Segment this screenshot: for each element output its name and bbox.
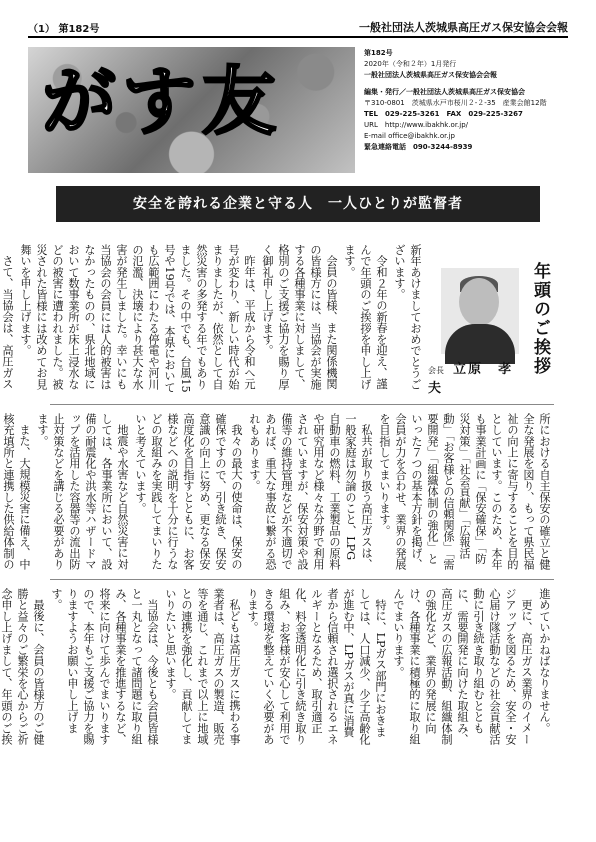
paragraph: 地震や水害など自然災害に対しては、各事業所において、設備の耐震化や洪水等ハザードマップを活用した容器等の流出防止対策などを講じる必要があります。 <box>36 413 129 570</box>
info-editor: 編集・発行／一般社団法人茨城県高圧ガス保安協会 <box>364 88 525 96</box>
info-emergency: 緊急連絡電話 090-3244-8939 <box>364 143 473 151</box>
column-divider <box>50 404 554 405</box>
paragraph: 特に、LPガス部門におきましては、人口減少、少子高齢化が進む中、LPガスが真に消費者から信頼され選択されるエネルギーとなるため、取引適正化、料金透明化に引き続き取り組み、お客様が安心して利用できる環境を整えていく必要があります。 <box>246 588 387 745</box>
paragraph: 令和２年の新春を迎え、謹んで年頭のご挨拶を申し上げます。 <box>343 244 388 390</box>
publication-info <box>364 48 569 153</box>
masthead-photo <box>28 47 355 173</box>
organization-title: 一般社団法人茨城県高圧ガス保安協会会報 <box>359 21 568 34</box>
masthead-logo: がす友 <box>42 59 282 145</box>
paragraph: 更に、高圧ガス業界のイメージアップを図るため、安全・安心届け隊活動などの社会貢献活動に引き続き取り組むとともに、需要開発に向けた取組み、高圧ガスの広報活動、組織体制の強化など、業界の発展に向け、各種事業に積極的に取り組んでまいります。 <box>392 588 533 745</box>
paragraph: 私どもは高圧ガスに携わる事業者は、高圧ガスの製造、販売等を通じ、これまで以上に地域との連携を強化し、貢献してまいりたいと思います。 <box>164 588 241 745</box>
paragraph: また、大規模災害に備え、中核充填所と連携した供給体制の <box>2 413 31 570</box>
paragraph: さて、当協会は、高圧ガス <box>1 255 14 390</box>
chairman-photo <box>441 268 519 354</box>
paragraph: 私共が取り扱う高圧ガスは、一般家庭は勿論のこと、LPG自動車の燃料、工業製品の原料や研究用など様々な分野で利用されていますが、保安対策や設備等の維持管理などが不適切であれば、重大な事故に繋がる恐れもあります。 <box>248 413 373 570</box>
paragraph: 最後に、会員の皆様方のご健勝と益々のご繁栄を心からご祈念申し上げまして、年頭のご挨 <box>0 588 45 745</box>
info-publisher: 一般社団法人茨城県高圧ガス保安協会会報 <box>364 71 497 79</box>
article-column-2 <box>2 413 552 571</box>
page-header <box>28 20 568 38</box>
article-column-3 <box>0 588 552 746</box>
author-role: 会長 <box>428 366 444 375</box>
info-address: 〒310-0801 茨城県水戸市桜川２-２-35 産業会館12階 <box>364 99 547 107</box>
info-email[interactable]: E-mail office@ibakhk.or.jp <box>364 132 455 140</box>
paragraph: 進めていかねばなりません。 <box>538 588 551 734</box>
article-column-1 <box>1 244 423 396</box>
paragraph: 新年あけましておめでとうございます。 <box>393 244 422 390</box>
paragraph: 我々の最大の使命は、保安の確保ですので、引き続き、保安意識の向上に努め、更なる保安高度化を目指すとともに、お客様などへの説明を十分に行うなどの取組みを実践してまいりたいと考えています。 <box>134 413 243 570</box>
info-tel-fax: TEL 029-225-3261 FAX 029-225-3267 <box>364 110 523 118</box>
slogan-banner: 安全を誇れる企業と守る人 一人ひとりが監督者 <box>56 186 540 222</box>
paragraph: 昨年は、平成から令和へ元号が変わり、新しい時代が始まりましたが、依然として自然災害の多発する年でもありました。その中でも、台風15号や19号では、本県においても広範囲にわたる停電や河川の氾濫、決壊により甚大な水害が発生しました。幸いにも当協会の会員には人的被害はなかったものの、県北地域において数事業所が床上浸水などの被害に遭われました。被災された皆様には改めてお見舞いを申し上げます。 <box>19 244 256 393</box>
issue-number: （1） 第182号 <box>28 24 100 35</box>
info-date: 2020年（令和２年）1月発行 <box>364 60 457 68</box>
photo-caption <box>428 358 528 396</box>
info-url[interactable]: URL http://www.ibakhk.or.jp/ <box>364 121 469 129</box>
article-heading: 年頭のご挨拶 <box>530 262 550 376</box>
info-issue: 第182号 <box>364 49 393 57</box>
author-name: 立原 孝夫 <box>428 362 514 396</box>
column-divider <box>50 579 554 580</box>
paragraph: 所における自主保安の確立と健全な発展を図り、もって県民福祉の向上に寄与することを目的としています。このため、本年も事業計画に「保安確保」「防災対策」「社会貢献」「広報活動」「お客様との信頼関係」「需要開発」「組織体制の強化」といった７つの基本方針を掲げ、会員が力を合わせ、業界の発展を目指してまいります。 <box>378 413 551 570</box>
paragraph: 当協会は、今後とも会員皆様と一丸となって諸問題に取り組み、各種事業を推進するなど、将来に向けて歩んでまいりますので、本年もご支援ご協力を賜りますようお願い申し上げます。 <box>50 588 159 745</box>
paragraph: 会員の皆様、また関係機関の皆様方には、当協会が実施する各種事業に対しまして、格別のご支援ご協力を賜り厚く御礼申し上げます。 <box>261 244 338 390</box>
